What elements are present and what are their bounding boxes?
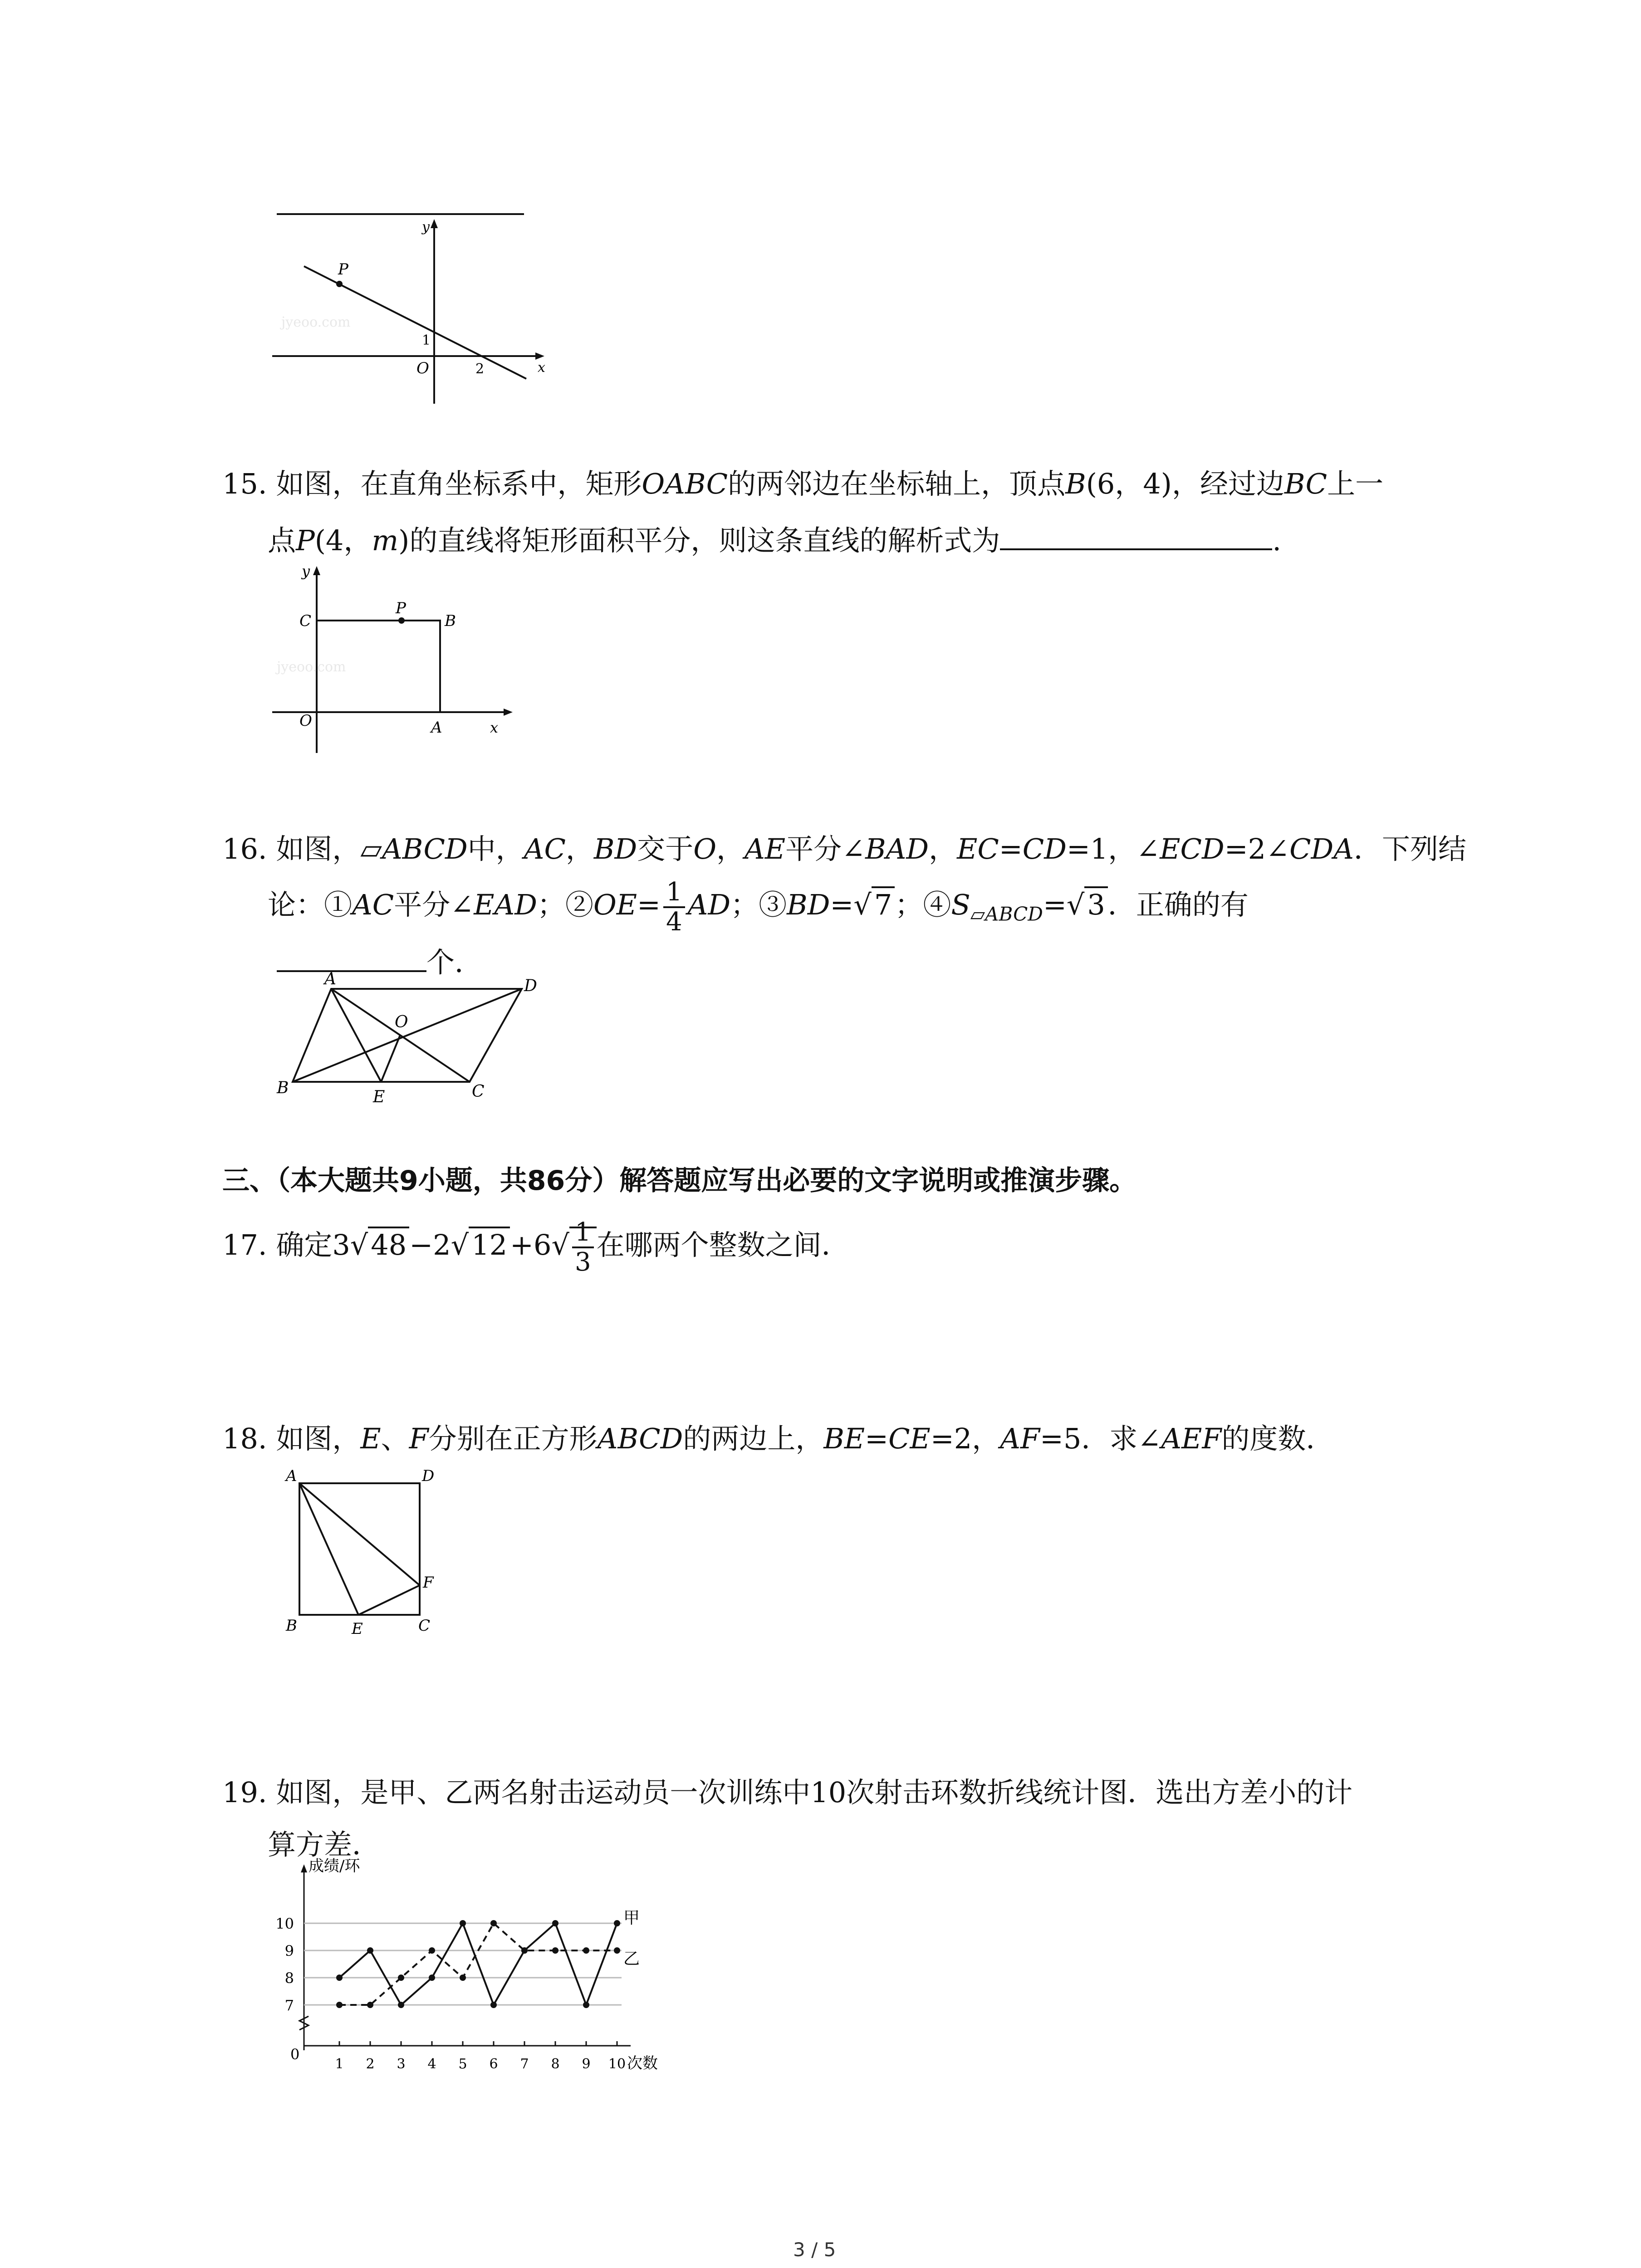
sqrt-7: √7 [853, 873, 895, 937]
svg-text:A: A [324, 971, 336, 988]
svg-text:C: C [418, 1617, 431, 1635]
fig14-label-1: 1 [422, 332, 431, 348]
fig14-watermark: jyeoo.com [281, 314, 351, 330]
series-label: 乙 [623, 1950, 640, 1968]
q15-line2: 点P(4，m)的直线将矩形面积平分，则这条直线的解析式为 . [268, 524, 1282, 557]
q16-line2: 论：①AC平分∠EAD；②OE= $\frac{1}{4}$ AD；③BD=√7；$④S_{▱ABCD}=√3$．正确的有 [268, 873, 1249, 946]
x-tick-label: 10 [608, 2056, 626, 2072]
q15-line1: 15. 如图，在直角坐标系中，矩形OABC的两邻边在坐标轴上，顶点B(6，4)，经过边BC上一 [222, 467, 1384, 500]
data-point [583, 2002, 589, 2008]
svg-text:x: x [490, 719, 499, 736]
x-axis-label: 次数 [627, 2054, 658, 2072]
svg-text:F: F [423, 1574, 434, 1592]
q19-line1: 19. 如图，是甲、乙两名射击运动员一次训练中10次射击环数折线统计图．选出方差小的计 [222, 1776, 1353, 1809]
figure-q16 [268, 971, 558, 1111]
series-label: 甲 [623, 1909, 640, 1927]
x-tick-label: 5 [458, 2056, 467, 2072]
svg-text:D: D [422, 1467, 435, 1485]
data-point [429, 1975, 435, 1981]
sqrt-one-third: √ $\frac{1}{3}$ [551, 1211, 596, 1279]
x-tick-label: 7 [520, 2056, 529, 2072]
data-point [521, 1947, 528, 1954]
data-point [367, 2002, 373, 2008]
q16-line3: 个． [277, 934, 483, 991]
q18-line: 18. 如图，E、F分别在正方形ABCD的两边上，BE=CE=2，AF=5．求∠AEF的度数． [222, 1422, 1334, 1455]
data-point [614, 1947, 620, 1954]
fraction-one-quarter: $\frac{1}{4}$ [663, 878, 685, 936]
y-axis-label: 成绩/环 [309, 1857, 360, 1875]
svg-text:jyeoo.com: jyeoo.com [277, 659, 346, 675]
x-tick-label: 2 [366, 2056, 375, 2072]
svg-text:E: E [373, 1088, 385, 1106]
svg-text:D: D [524, 977, 537, 995]
fig14-label-y: y [422, 219, 430, 235]
data-point [460, 1920, 466, 1926]
origin-label: 0 [290, 2046, 300, 2063]
x-tick-label: 8 [551, 2056, 560, 2072]
q19-line2: 算方差． [268, 1828, 381, 1861]
axis-break [299, 2016, 309, 2030]
series-line-1 [339, 1923, 617, 2005]
svg-text:B: B [445, 612, 456, 630]
svg-text:O: O [299, 712, 312, 730]
sqrt-3: √3 [1067, 873, 1108, 937]
svg-text:y: y [302, 562, 310, 580]
data-point [583, 1947, 589, 1954]
x-tick-label: 3 [397, 2056, 406, 2072]
line-chart [272, 1851, 708, 2087]
y-tick-label: 9 [284, 1942, 294, 1960]
svg-text:B: B [277, 1079, 289, 1097]
figure-q15 [272, 562, 526, 762]
data-point [614, 1920, 620, 1926]
data-point [552, 1947, 558, 1954]
svg-text:E: E [352, 1620, 363, 1637]
sqrt-12: √12 [451, 1211, 510, 1279]
svg-text:A: A [286, 1467, 297, 1485]
data-point [336, 2002, 343, 2008]
sqrt-48: √48 [350, 1211, 409, 1279]
data-point [490, 2002, 497, 2008]
q17-line: 17. 确定3√48−2√12+6√ $\frac{1}{3}$ 在哪两个整数之间． [222, 1211, 850, 1279]
svg-text:O: O [395, 1013, 408, 1031]
svg-text:A: A [431, 719, 442, 737]
page-number: 3 / 5 [793, 2239, 836, 2261]
data-point [460, 1975, 466, 1981]
y-axis-arrow [301, 1864, 307, 1872]
y-tick-label: 8 [284, 1970, 294, 1987]
q16-number: 16. [222, 832, 267, 865]
data-point [367, 1947, 373, 1954]
fig14-label-o: O [416, 359, 429, 377]
y-tick-label: 10 [275, 1915, 294, 1932]
q15-number: 15. [222, 467, 267, 500]
fig14-label-x: x [538, 360, 545, 376]
x-tick-label: 4 [427, 2056, 436, 2072]
answer-blank-q15 [1000, 547, 1272, 550]
q17-number: 17. [222, 1228, 267, 1261]
figure-q18 [272, 1465, 454, 1637]
svg-text:C: C [472, 1082, 485, 1101]
data-point [429, 1947, 435, 1954]
fig14-label-2: 2 [475, 361, 485, 377]
data-point [398, 1975, 404, 1981]
data-point [398, 2002, 404, 2008]
y-tick-label: 7 [284, 1997, 294, 2014]
section-heading: 三、（本大题共9小题，共86分）解答题应写出必要的文字说明或推演步骤。 [222, 1165, 1137, 1197]
answer-blank-q14 [277, 213, 524, 215]
svg-text:P: P [396, 599, 406, 617]
data-point [552, 1920, 558, 1926]
x-tick-label: 6 [489, 2056, 498, 2072]
q16-line1: 16. 如图，▱ABCD中，AC，BD交于O，AE平分∠BAD，EC=CD=1，∠ECD=2∠CDA．下列结 [222, 832, 1466, 865]
fig14-label-p: P [338, 260, 348, 279]
x-tick-label: 1 [335, 2056, 344, 2072]
q19-number: 19. [222, 1776, 267, 1809]
x-tick-label: 9 [582, 2056, 591, 2072]
svg-text:B: B [286, 1617, 297, 1635]
figure-q14 [272, 215, 554, 406]
q18-number: 18. [222, 1422, 267, 1455]
data-point [490, 1920, 497, 1926]
svg-text:C: C [299, 612, 312, 630]
data-point [336, 1975, 343, 1981]
